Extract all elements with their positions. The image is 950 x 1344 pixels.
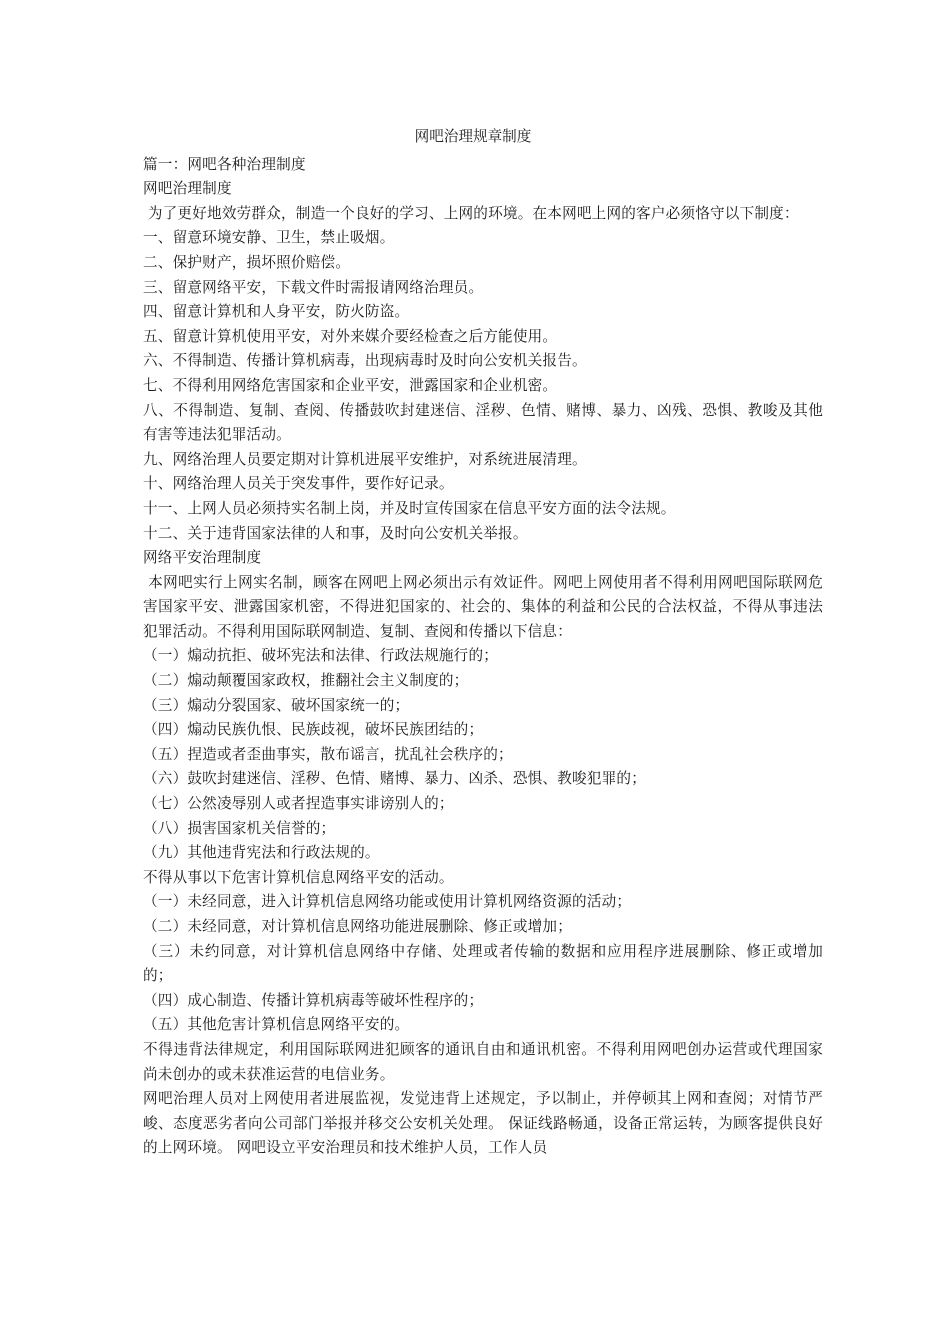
text-line: 本网吧实行上网实名制，顾客在网吧上网必须出示有效证件。网吧上网使用者不得利用网吧国际联网危害国家平安、泄露国家机密，不得进犯国家的、社会的、集体的利益和公民的合法权益，不得从事违法犯罪活动。不得利用国际联网制造、复制、查阅和传播以下信息： <box>143 573 823 640</box>
document-body <box>143 153 823 1161</box>
text-line: 为了更好地效劳群众，制造一个良好的学习、上网的环境。在本网吧上网的客户必须恪守以下制度： <box>143 204 799 222</box>
text-line: （二）未经同意，对计算机信息网络功能进展删除、修正或增加； <box>143 918 573 935</box>
text-line: 一、留意环境安静、卫生，禁止吸烟。 <box>143 229 395 247</box>
text-line: 网吧治理制度 <box>143 180 232 198</box>
text-line: 十、网络治理人员关于突发事件，要作好记录。 <box>143 475 454 493</box>
text-line: （九）其他违背宪法和行政法规的。 <box>143 844 380 862</box>
text-line: （三）煽动分裂国家、破坏国家统一的； <box>143 696 410 714</box>
text-line: 十二、关于违背国家法律的人和事，及时向公安机关举报。 <box>143 524 528 542</box>
text-line: 不得违背法律规定，利用国际联网进犯顾客的通讯自由和通讯机密。不得利用网吧创办运营或代理国家尚未创办的或未获准运营的电信业务。 <box>143 1040 823 1083</box>
text-line: （一）未经同意，进入计算机信息网络功能或使用计算机网络资源的活动； <box>143 893 632 911</box>
text-line: 篇一：网吧各种治理制度 <box>143 155 306 173</box>
text-line: 网吧治理人员对上网使用者进展监视，发觉违背上述规定，予以制止，并停顿其上网和查阅；对情节严峻、态度恶劣者向公司部门举报并移交公安机关处理。 保证线路畅通，设备正常运转，为顾客提供良好的上网环境。 网吧设立平安治理员和技术维护人员，工作人员 <box>143 1090 823 1157</box>
text-line: （六）鼓吹封建迷信、淫秽、色情、赌博、暴力、凶杀、恐惧、教唆犯罪的； <box>143 770 646 788</box>
text-line: （一）煽动抗拒、破坏宪法和法律、行政法规施行的； <box>143 647 499 665</box>
text-line: （四）煽动民族仇恨、民族歧视，破坏民族团结的； <box>143 721 484 739</box>
text-line: （七）公然凌辱别人或者捏造事实诽谤别人的； <box>143 795 454 813</box>
text-line: （五）其他危害计算机信息网络平安的。 <box>143 1016 410 1034</box>
text-line: （五）捏造或者歪曲事实，散布谣言，扰乱社会秩序的； <box>143 745 513 763</box>
text-line: 五、留意计算机使用平安，对外来媒介要经检查之后方能使用。 <box>143 327 558 345</box>
text-line: 八、不得制造、复制、查阅、传播鼓吹封建迷信、淫秽、色情、赌博、暴力、凶残、恐惧、教唆及其他有害等违法犯罪活动。 <box>143 401 823 444</box>
text-line: 网络平安治理制度 <box>143 549 262 567</box>
text-line: 四、留意计算机和人身平安，防火防盗。 <box>143 303 410 321</box>
text-line: 九、网络治理人员要定期对计算机进展平安维护，对系统进展清理。 <box>143 450 587 468</box>
text-line: （八）损害国家机关信誉的； <box>143 819 336 837</box>
text-line: 六、不得制造、传播计算机病毒，出现病毒时及时向公安机关报告。 <box>143 352 587 370</box>
text-line: （四）成心制造、传播计算机病毒等破坏性程序的； <box>143 991 484 1009</box>
text-line: （二）煽动颠覆国家政权，推翻社会主义制度的； <box>143 672 469 690</box>
document-title: 网吧治理规章制度 <box>414 128 532 145</box>
text-line: （三）未约同意，对计算机信息网络中存储、处理或者传输的数据和应用程序进展删除、修正或增加的； <box>143 942 823 985</box>
text-line: 七、不得利用网络危害国家和企业平安，泄露国家和企业机密。 <box>143 376 558 394</box>
document-page <box>143 128 823 1161</box>
text-line: 三、留意网络平安，下载文件时需报请网络治理员。 <box>143 278 484 296</box>
text-line: 不得从事以下危害计算机信息网络平安的活动。 <box>143 868 454 886</box>
text-line: 十一、上网人员必须持实名制上岗，并及时宣传国家在信息平安方面的法令法规。 <box>143 499 676 517</box>
text-line: 二、保护财产，损坏照价赔偿。 <box>143 253 351 271</box>
